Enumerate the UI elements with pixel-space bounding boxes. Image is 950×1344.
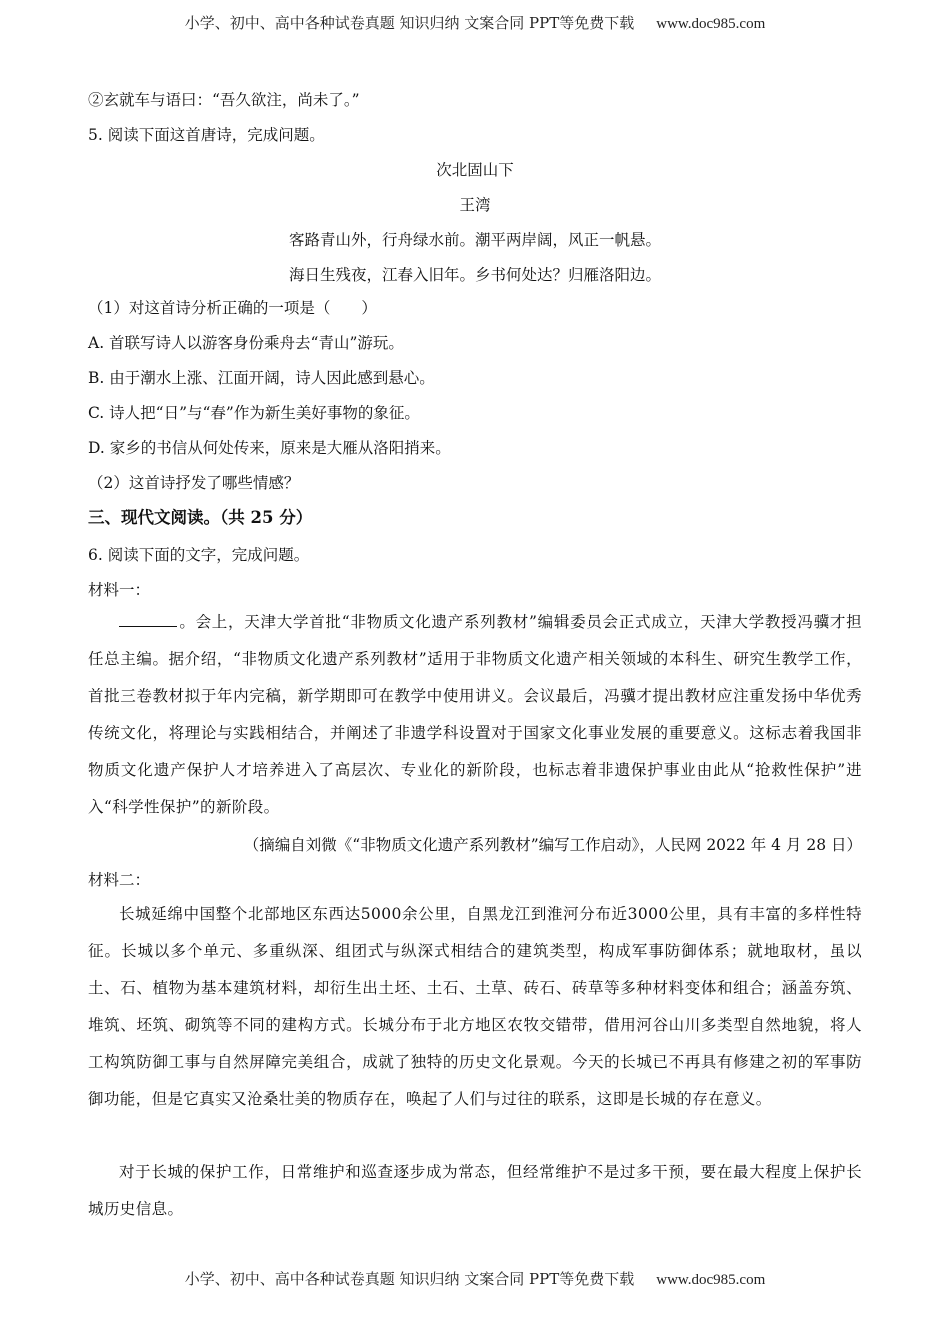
- header-text: 小学、初中、高中各种试卷真题 知识归纳 文案合同 PPT等免费下载: [184, 14, 635, 32]
- option-b: B. 由于潮水上涨、江面开阔，诗人因此感到悬心。: [88, 369, 435, 387]
- question-5: 5. 阅读下面这首唐诗，完成问题。: [88, 126, 325, 144]
- question-6: 6. 阅读下面的文字，完成问题。: [88, 546, 310, 564]
- material-1-source: （摘编自刘微《“非物质文化遗产系列教材”编写工作启动》，人民网 2022 年 4 月 28 日）: [243, 836, 862, 854]
- question-5-1: （1）对这首诗分析正确的一项是（ ）: [88, 299, 377, 317]
- material-2-paragraph-1: 长城延绵中国整个北部地区东西达5000余公里，自黑龙江到淮河分布近3000公里，具有丰富的多样性特征。长城以多个单元、多重纵深、组团式与纵深式相结合的建筑类型，构成军事防御体系；就地取材，虽以土、石、植物为基本建筑材料，却衍生出土坯、土石、土草、砖石、砖草等多种材料变体和组合；涵盖夯筑、堆筑、坯筑、砌筑等不同的建构方式。长城分布于北方地区农牧交错带，借用河谷山川多类型自然地貌，将人工构筑防御工事与自然屏障完美组合，成就了独特的历史文化景观。今天的长城已不再具有修建之初的军事防御功能，但是它真实又沧桑壮美的物质存在，唤起了人们与过往的联系，这即是长城的存在意义。: [88, 905, 862, 1108]
- poem-author: 王湾: [459, 196, 491, 214]
- question-5-2: （2）这首诗抒发了哪些情感？: [88, 474, 300, 492]
- option-d: D. 家乡的书信从何处传来，原来是大雁从洛阳捎来。: [88, 439, 451, 457]
- poem-line-1: 客路青山外，行舟绿水前。潮平两岸阔，风正一帆悬。: [288, 231, 661, 249]
- material-2-label: 材料二：: [88, 871, 151, 889]
- footer-site-link[interactable]: www.doc985.com: [656, 1272, 766, 1288]
- section-3-heading: 三、现代文阅读。（共 25 分）: [88, 508, 313, 527]
- footer-text: 小学、初中、高中各种试卷真题 知识归纳 文案合同 PPT等免费下载: [184, 1270, 635, 1288]
- poem-line-2: 海日生残夜，江春入旧年。乡书何处达？归雁洛阳边。: [288, 266, 661, 284]
- classical-note-2: ②玄就车与语曰：“吾久欲注，尚未了。”: [88, 91, 360, 109]
- material-1-text: 。会上，天津大学首批“非物质文化遗产系列教材”编辑委员会正式成立，天津大学教授冯骥才担任总主编。据介绍，“非物质文化遗产系列教材”适用于非物质文化遗产相关领域的本科生、研究生教学工作，首批三卷教材拟于年内完稿，新学期即可在教学中使用讲义。会议最后，冯骥才提出教材应注重发扬中华优秀传统文化，将理论与实践相结合，并阐述了非遗学科设置对于国家文化事业发展的重要意义。这标志着我国非物质文化遗产保护人才培养进入了高层次、专业化的新阶段，也标志着非遗保护事业由此从“抢救性保护”进入“科学性保护”的新阶段。: [88, 613, 862, 816]
- page-header: [0, 12, 950, 33]
- poem-title: 次北固山下: [436, 161, 514, 179]
- option-a: A. 首联写诗人以游客身份乘舟去“青山”游玩。: [88, 334, 404, 352]
- fill-blank[interactable]: [119, 610, 177, 627]
- page-footer: [0, 1268, 950, 1289]
- option-c: C. 诗人把“日”与“春”作为新生美好事物的象征。: [88, 404, 420, 422]
- material-1-paragraph: [88, 604, 862, 825]
- header-site-link[interactable]: www.doc985.com: [656, 16, 766, 32]
- material-1-label: 材料一：: [88, 581, 151, 599]
- material-2-paragraph-2: 对于长城的保护工作，日常维护和巡查逐步成为常态，但经常维护不是过多干预，要在最大程度上保护长城历史信息。: [88, 1163, 862, 1218]
